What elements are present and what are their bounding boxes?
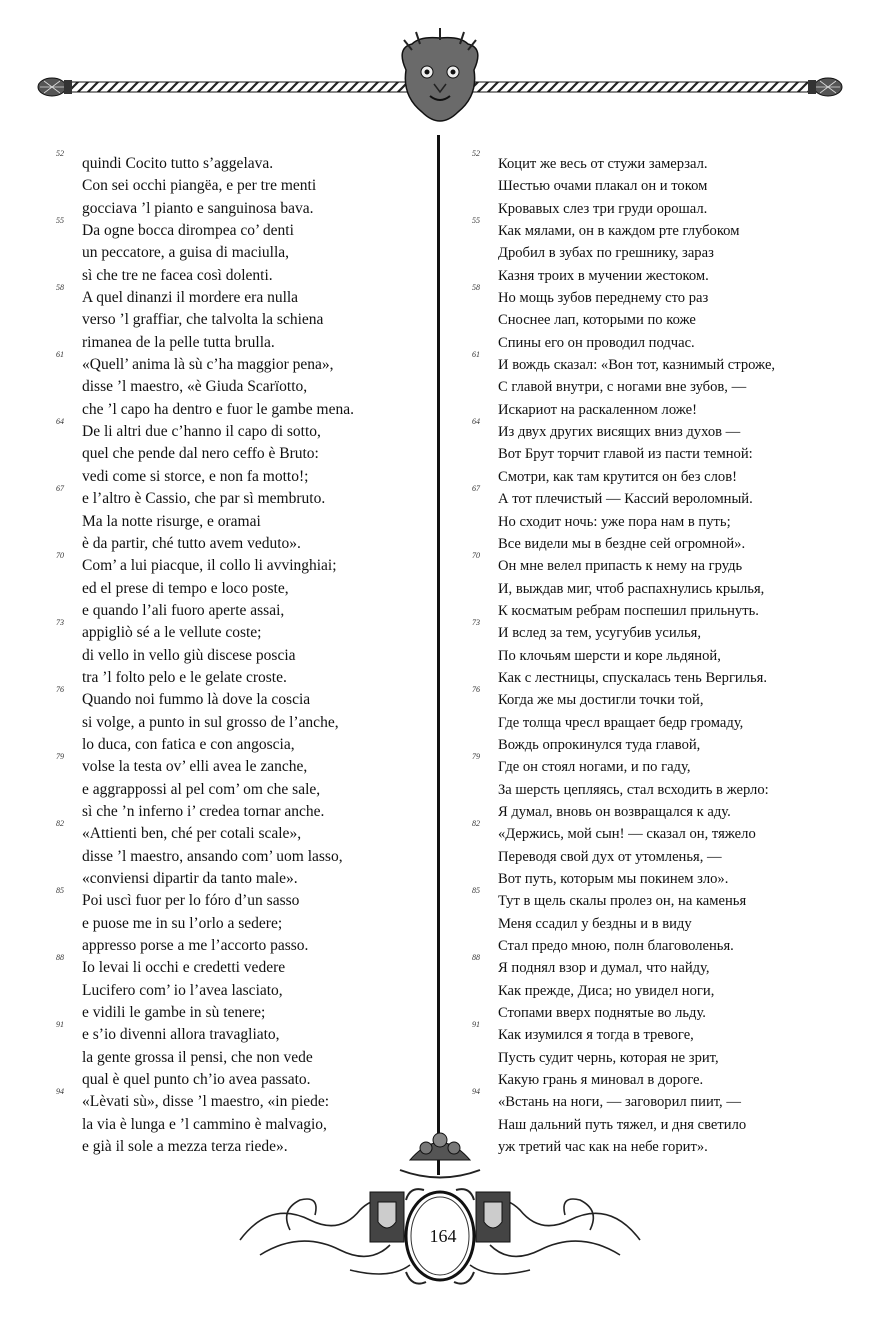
verse-number: 58	[56, 283, 64, 293]
verse-line: A quel dinanzi il mordere era nulla	[82, 289, 299, 307]
tercet	[472, 752, 844, 823]
verse-line: Искариот на раскаленном ложе!	[498, 401, 697, 418]
verse-number: 79	[472, 752, 480, 762]
verse-number: 94	[56, 1087, 64, 1097]
verse-line: Сноснее лап, которыми по коже	[498, 312, 696, 329]
verse-number: 55	[56, 216, 64, 226]
verse-line: sì che tre ne facea così dolenti.	[82, 266, 273, 284]
verse-line: Смотри, как там крутится он без слов!	[498, 468, 737, 485]
tercet	[56, 283, 426, 354]
verse-line: Казня троих в мучении жестоком.	[498, 267, 709, 284]
verse-line: Стопами вверх поднятые во льду.	[498, 1005, 706, 1022]
verse-line: Стал предо мною, полн благоволенья.	[498, 938, 734, 955]
verse-number: 70	[56, 551, 64, 561]
verse-line: e puose me in su l’orlo a sedere;	[82, 914, 283, 932]
tercet	[56, 350, 426, 421]
verse-line: Какую грань я миновал в дороге.	[498, 1072, 704, 1089]
verse-line: Переводя свой дух от утомленья, —	[498, 848, 722, 865]
verse-line: «Держись, мой сын! — сказал он, тяжело	[498, 826, 756, 843]
verse-line: Спины его он проводил подчас.	[498, 334, 695, 351]
verse-number: 79	[56, 752, 64, 762]
verse-line: Тут в щель скалы пролез он, на каменья	[498, 893, 747, 910]
verse-line: Но сходит ночь: уже пора нам в путь;	[498, 513, 731, 530]
verse-line: Где толща чресл вращает бедр громаду,	[498, 714, 744, 731]
page-number: 164	[429, 1226, 457, 1246]
verse-line: e vidili le gambe in sù tenere;	[82, 1004, 266, 1022]
verse-line: disse ’l maestro, ansando com’ uom lasso,	[82, 847, 343, 865]
tercet	[56, 484, 426, 555]
verse-number: 52	[472, 149, 480, 158]
verse-line: Дробил в зубах по грешнику, зараз	[498, 245, 714, 262]
verse-line: И вслед за тем, усугубив усилья,	[498, 625, 702, 642]
verse-line: Наш дальний путь тяжел, и дня светило	[498, 1116, 747, 1133]
footer-cartouche-ornament	[230, 1130, 650, 1300]
verse-number: 76	[56, 685, 64, 695]
verse-number: 82	[56, 819, 64, 829]
verse-line: appresso porse a me l’accorto passo.	[82, 937, 309, 955]
verse-number: 52	[56, 149, 64, 158]
mascaron-icon	[402, 28, 478, 121]
verse-number: 61	[56, 350, 64, 360]
tercet	[472, 283, 844, 354]
verse-line: И, выждав миг, чтоб распахнулись крылья,	[498, 580, 765, 597]
verse-line: Как прежде, Диса; но увидел ноги,	[498, 982, 715, 999]
verse-line: disse ’l maestro, «è Giuda Scarïotto,	[82, 378, 308, 396]
verse-number: 76	[472, 685, 480, 695]
verse-line: Но мощь зубов переднему сто раз	[498, 290, 709, 307]
verse-line: Как с лестницы, спускалась тень Вергилья.	[498, 669, 768, 686]
verse-number: 88	[472, 953, 480, 963]
verse-line: Он мне велел припасть к нему на грудь	[498, 558, 743, 575]
verse-line: И вождь сказал: «Вон тот, казнимый строже,	[498, 357, 776, 374]
verse-number: 64	[56, 417, 64, 427]
center-column-divider	[436, 135, 441, 1175]
verse-line: la gente grossa il pensi, che non vede	[82, 1048, 313, 1066]
verse-line: Вот путь, которым мы покинем зло».	[498, 871, 729, 887]
verse-line: К косматым ребрам поспешил прильнуть.	[498, 602, 759, 619]
verse-line: За шерсть цепляясь, стал всходить в жерло:	[498, 781, 769, 798]
tercet	[56, 216, 426, 287]
italian-column	[56, 149, 426, 1158]
verse-number: 67	[56, 484, 64, 494]
verse-number: 73	[472, 618, 480, 628]
tercet	[472, 149, 844, 220]
verse-line: e l’altro è Cassio, che par sì membruto.	[82, 490, 326, 508]
verse-number: 55	[472, 216, 480, 226]
verse-number: 58	[472, 283, 480, 293]
verse-line: «Quell’ anima là sù c’ha maggior pena»,	[82, 356, 334, 374]
tercet	[472, 216, 844, 287]
header-ornament	[0, 0, 880, 150]
tercet	[56, 618, 426, 689]
verse-line: quel che pende dal nero ceffo è Bruto:	[82, 445, 319, 463]
verse-line: Меня ссадил у бездны и в виду	[498, 915, 692, 932]
verse-line: уж третий час как на небе горит».	[498, 1139, 708, 1156]
tercet	[56, 953, 426, 1024]
tercet	[472, 551, 844, 622]
verse-line: quindi Cocito tutto s’aggelava.	[82, 155, 274, 172]
tercet	[56, 685, 426, 756]
verse-line: Вождь опрокинулся туда главой,	[498, 736, 701, 753]
verse-line: Пусть судит чернь, которая не зрит,	[498, 1049, 719, 1066]
verse-number: 70	[472, 551, 480, 561]
verse-line: С главой внутри, с ногами вне зубов, —	[498, 379, 747, 396]
verse-line: De li altri due c’hanno il capo di sotto,	[82, 423, 321, 441]
verse-line: che ’l capo ha dentro e fuor le gambe mena.	[82, 400, 354, 418]
tercet	[472, 350, 844, 421]
verse-line: Lucifero com’ io l’avea lasciato,	[82, 981, 283, 999]
verse-line: vedi come si storce, e non fa motto!;	[82, 467, 309, 485]
tercet	[472, 685, 844, 756]
tercet	[472, 886, 844, 957]
verse-number: 85	[472, 886, 480, 896]
verse-line: «Attienti ben, ché per cotali scale»,	[82, 825, 302, 843]
verse-line: Вот Брут торчит главой из пасти темной:	[498, 446, 753, 463]
verse-line: «conviensi dipartir da tanto male».	[82, 870, 298, 887]
tercet	[56, 819, 426, 890]
verse-line: Я поднял взор и думал, что найду,	[498, 960, 710, 977]
verse-line: si volge, a punto in sul grosso de l’anche,	[82, 713, 339, 731]
tercet	[56, 551, 426, 622]
verse-number: 67	[472, 484, 480, 494]
verse-line: e già il sole a mezza terza riede».	[82, 1138, 288, 1156]
verse-number: 61	[472, 350, 480, 360]
verse-line: Com’ a lui piacque, il collo li avvinghiai;	[82, 557, 337, 575]
verse-line: Я думал, вновь он возвращался к аду.	[498, 803, 731, 820]
verse-line: Коцит же весь от стужи замерзал.	[498, 156, 708, 172]
tercet	[472, 1020, 844, 1091]
verse-number: 73	[56, 618, 64, 628]
verse-number: 82	[472, 819, 480, 829]
verse-line: Шестью очами плакал он и током	[498, 178, 708, 195]
verse-line: Io levai li occhi e credetti vedere	[82, 959, 286, 977]
verse-line: А тот плечистый — Кассий вероломный.	[498, 491, 753, 508]
verse-line: Quando noi fummo là dove la coscia	[82, 691, 311, 709]
verse-line: Все видели мы в бездне сей огромной».	[498, 535, 746, 552]
verse-number: 88	[56, 953, 64, 963]
verse-line: Da ogne bocca dirompea co’ denti	[82, 222, 294, 240]
verse-line: appigliò sé a le vellute coste;	[82, 624, 262, 642]
verse-line: è da partir, ché tutto avem veduto».	[82, 534, 301, 552]
verse-line: rimanea de la pelle tutta brulla.	[82, 333, 275, 351]
tercet	[56, 149, 426, 220]
verse-line: volse la testa ov’ elli avea le zanche,	[82, 758, 308, 776]
left-finial-icon	[38, 78, 72, 96]
tercet	[472, 953, 844, 1024]
verse-line: По клочьям шерсти и коре льдяной,	[498, 647, 721, 664]
verse-line: ed el prese di tempo e loco poste,	[82, 579, 289, 597]
verse-line: qual è quel punto ch’io avea passato.	[82, 1071, 311, 1089]
verse-number: 91	[472, 1020, 480, 1030]
right-finial-icon	[808, 78, 842, 96]
verse-line: Из двух других висящих вниз духов —	[498, 424, 741, 441]
tercet	[56, 886, 426, 957]
verse-number: 85	[56, 886, 64, 896]
tercet	[472, 819, 844, 890]
verse-line: tra ’l folto pelo e le gelate croste.	[82, 668, 287, 686]
verse-line: Как изумился я тогда в тревоге,	[498, 1027, 694, 1044]
tercet	[56, 1020, 426, 1091]
verse-line: Как мялами, он в каждом рте глубоком	[498, 223, 740, 240]
verse-line: Когда же мы достигли точки той,	[498, 692, 704, 709]
verse-line: e aggrappossi al pel com’ om che sale,	[82, 780, 321, 798]
verse-line: sì che ’n inferno i’ credea tornar anche.	[82, 802, 325, 820]
flower-basket-icon	[400, 1133, 480, 1178]
verse-line: di vello in vello giù discese poscia	[82, 646, 296, 664]
heraldic-panel-left-icon	[370, 1192, 404, 1242]
verse-number: 64	[472, 417, 480, 427]
verse-line: gocciava ’l pianto e sanguinosa bava.	[82, 199, 314, 217]
verse-line: e quando l’ali fuoro aperte assai,	[82, 601, 285, 619]
tercet	[56, 752, 426, 823]
verse-line: Ma la notte risurge, e oramai	[82, 512, 261, 530]
verse-line: Poi uscì fuor per lo fóro d’un sasso	[82, 892, 300, 910]
verse-line: verso ’l graffiar, che talvolta la schiena	[82, 311, 324, 329]
verse-line: e s’io divenni allora travagliato,	[82, 1026, 280, 1044]
verse-line: Кровавых слез три груди орошал.	[498, 200, 708, 217]
verse-line: la via è lunga e ’l cammino è malvagio,	[82, 1115, 327, 1133]
verse-line: lo duca, con fatica e con angoscia,	[82, 735, 295, 753]
verse-number: 94	[472, 1087, 480, 1097]
tercet	[56, 417, 426, 488]
russian-column	[472, 149, 844, 1158]
heraldic-panel-right-icon	[476, 1192, 510, 1242]
verse-line: «Встань на ноги, — заговорил пиит, —	[498, 1094, 741, 1111]
tercet	[472, 618, 844, 689]
verse-line: Con sei occhi piangëa, e per tre menti	[82, 177, 317, 195]
tercet	[472, 484, 844, 555]
verse-line: «Lèvati sù», disse ’l maestro, «in piede:	[82, 1093, 330, 1111]
verse-number: 91	[56, 1020, 64, 1030]
verse-line: Где он стоял ногами, и по гаду,	[498, 759, 691, 776]
tercet	[472, 417, 844, 488]
verse-line: un peccatore, a guisa di maciulla,	[82, 244, 290, 262]
